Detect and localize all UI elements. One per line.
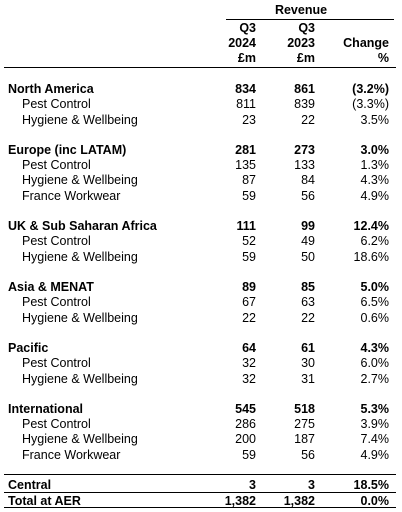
table-row xyxy=(4,417,394,432)
row-label: Hygiene & Wellbeing xyxy=(22,250,138,264)
cell-change: 5.0% xyxy=(360,280,389,294)
cell-q3-2023: 99 xyxy=(301,219,315,233)
cell-q3-2024: 64 xyxy=(242,341,256,355)
cell-q3-2023: 518 xyxy=(294,402,315,416)
cell-change: 6.5% xyxy=(360,295,389,309)
col-change-header: Change % xyxy=(343,36,389,65)
cell-change: 0.6% xyxy=(360,311,389,325)
cell-change: 3.9% xyxy=(360,417,389,431)
cell-change: (3.3%) xyxy=(352,97,389,111)
cell-q3-2023: 133 xyxy=(294,158,315,172)
cell-q3-2024: 59 xyxy=(242,448,256,462)
cell-q3-2024: 32 xyxy=(242,356,256,370)
row-label: Hygiene & Wellbeing xyxy=(22,173,138,187)
cell-q3-2024: 87 xyxy=(242,173,256,187)
table-row xyxy=(4,280,394,295)
cell-q3-2023: 63 xyxy=(301,295,315,309)
cell-q3-2024: 200 xyxy=(235,432,256,446)
cell-q3-2023: 61 xyxy=(301,341,315,355)
table-row xyxy=(4,341,394,356)
central-rule xyxy=(4,474,396,475)
cell-change: (3.2%) xyxy=(352,82,389,96)
cell-q3-2024: 286 xyxy=(235,417,256,431)
table-row xyxy=(4,372,394,387)
cell-q3-2024: 3 xyxy=(249,478,256,492)
cell-q3-2024: 67 xyxy=(242,295,256,309)
table-row xyxy=(4,97,394,112)
cell-change: 4.9% xyxy=(360,189,389,203)
cell-q3-2023: 50 xyxy=(301,250,315,264)
cell-q3-2024: 545 xyxy=(235,402,256,416)
cell-q3-2024: 111 xyxy=(236,219,256,233)
cell-change: 6.2% xyxy=(360,234,389,248)
cell-q3-2023: 1,382 xyxy=(283,494,315,508)
row-label: Pest Control xyxy=(22,97,91,111)
row-label: France Workwear xyxy=(22,189,121,203)
cell-q3-2024: 23 xyxy=(242,113,256,127)
cell-q3-2024: 811 xyxy=(236,97,256,111)
table-row xyxy=(4,219,394,234)
table-row xyxy=(4,143,394,158)
row-label: International xyxy=(8,402,84,416)
table-row xyxy=(4,173,394,188)
row-label: Pest Control xyxy=(22,356,91,370)
cell-change: 2.7% xyxy=(360,372,389,386)
cell-q3-2024: 89 xyxy=(242,280,256,294)
row-label: France Workwear xyxy=(22,448,121,462)
cell-change: 12.4% xyxy=(353,219,389,233)
table-row xyxy=(4,113,394,128)
row-label: Pest Control xyxy=(22,295,91,309)
table-row xyxy=(4,402,394,417)
cell-change: 4.3% xyxy=(360,341,389,355)
cell-q3-2024: 22 xyxy=(242,311,256,325)
cell-change: 18.6% xyxy=(353,250,389,264)
row-label: Hygiene & Wellbeing xyxy=(22,432,138,446)
cell-q3-2024: 834 xyxy=(235,82,256,96)
table-row xyxy=(4,311,394,326)
cell-q3-2023: 85 xyxy=(301,280,315,294)
col-q3-2023-header: Q3 2023 £m xyxy=(287,21,315,65)
table-row xyxy=(4,478,394,493)
total-rule xyxy=(4,492,396,493)
cell-change: 3.0% xyxy=(360,143,389,157)
cell-q3-2023: 22 xyxy=(301,113,315,127)
revenue-underline xyxy=(226,19,394,20)
cell-change: 5.3% xyxy=(360,402,389,416)
bottom-rule xyxy=(4,507,396,508)
row-label: Pest Control xyxy=(22,234,91,248)
cell-q3-2024: 1,382 xyxy=(224,494,256,508)
table-row xyxy=(4,158,394,173)
cell-change: 0.0% xyxy=(360,494,389,508)
row-label: North America xyxy=(8,82,94,96)
cell-q3-2023: 31 xyxy=(301,372,315,386)
row-label: Europe (inc LATAM) xyxy=(8,143,127,157)
cell-q3-2023: 839 xyxy=(294,97,315,111)
row-label: Pacific xyxy=(8,341,49,355)
header-rule xyxy=(4,67,396,68)
table-row xyxy=(4,250,394,265)
cell-q3-2023: 84 xyxy=(301,173,315,187)
cell-q3-2023: 22 xyxy=(301,311,315,325)
table-row xyxy=(4,295,394,310)
cell-q3-2023: 30 xyxy=(301,356,315,370)
cell-change: 7.4% xyxy=(360,432,389,446)
cell-change: 3.5% xyxy=(360,113,389,127)
table-row xyxy=(4,432,394,447)
row-label: Central xyxy=(8,478,52,492)
cell-q3-2023: 49 xyxy=(301,234,315,248)
cell-q3-2023: 187 xyxy=(294,432,315,446)
row-label: UK & Sub Saharan Africa xyxy=(8,219,157,233)
row-label: Hygiene & Wellbeing xyxy=(22,113,138,127)
table-row xyxy=(4,356,394,371)
cell-q3-2024: 59 xyxy=(242,189,256,203)
cell-change: 6.0% xyxy=(360,356,389,370)
cell-change: 4.9% xyxy=(360,448,389,462)
cell-q3-2024: 32 xyxy=(242,372,256,386)
row-label: Hygiene & Wellbeing xyxy=(22,372,138,386)
cell-q3-2023: 861 xyxy=(294,82,315,96)
row-label: Pest Control xyxy=(22,417,91,431)
revenue-header: Revenue xyxy=(274,3,328,17)
col-q3-2024-header: Q3 2024 £m xyxy=(228,21,256,65)
cell-q3-2024: 135 xyxy=(235,158,256,172)
row-label: Asia & MENAT xyxy=(8,280,94,294)
cell-change: 18.5% xyxy=(353,478,389,492)
cell-q3-2023: 56 xyxy=(301,189,315,203)
cell-q3-2024: 52 xyxy=(242,234,256,248)
table-row xyxy=(4,189,394,204)
table-row xyxy=(4,82,394,97)
cell-q3-2023: 275 xyxy=(294,417,315,431)
cell-change: 1.3% xyxy=(360,158,389,172)
cell-q3-2023: 273 xyxy=(294,143,315,157)
table-row xyxy=(4,234,394,249)
cell-q3-2023: 3 xyxy=(308,478,315,492)
cell-q3-2024: 59 xyxy=(242,250,256,264)
row-label: Hygiene & Wellbeing xyxy=(22,311,138,325)
cell-q3-2023: 56 xyxy=(301,448,315,462)
table-row xyxy=(4,448,394,463)
cell-q3-2024: 281 xyxy=(235,143,256,157)
row-label: Pest Control xyxy=(22,158,91,172)
cell-change: 4.3% xyxy=(360,173,389,187)
row-label: Total at AER xyxy=(8,494,81,508)
